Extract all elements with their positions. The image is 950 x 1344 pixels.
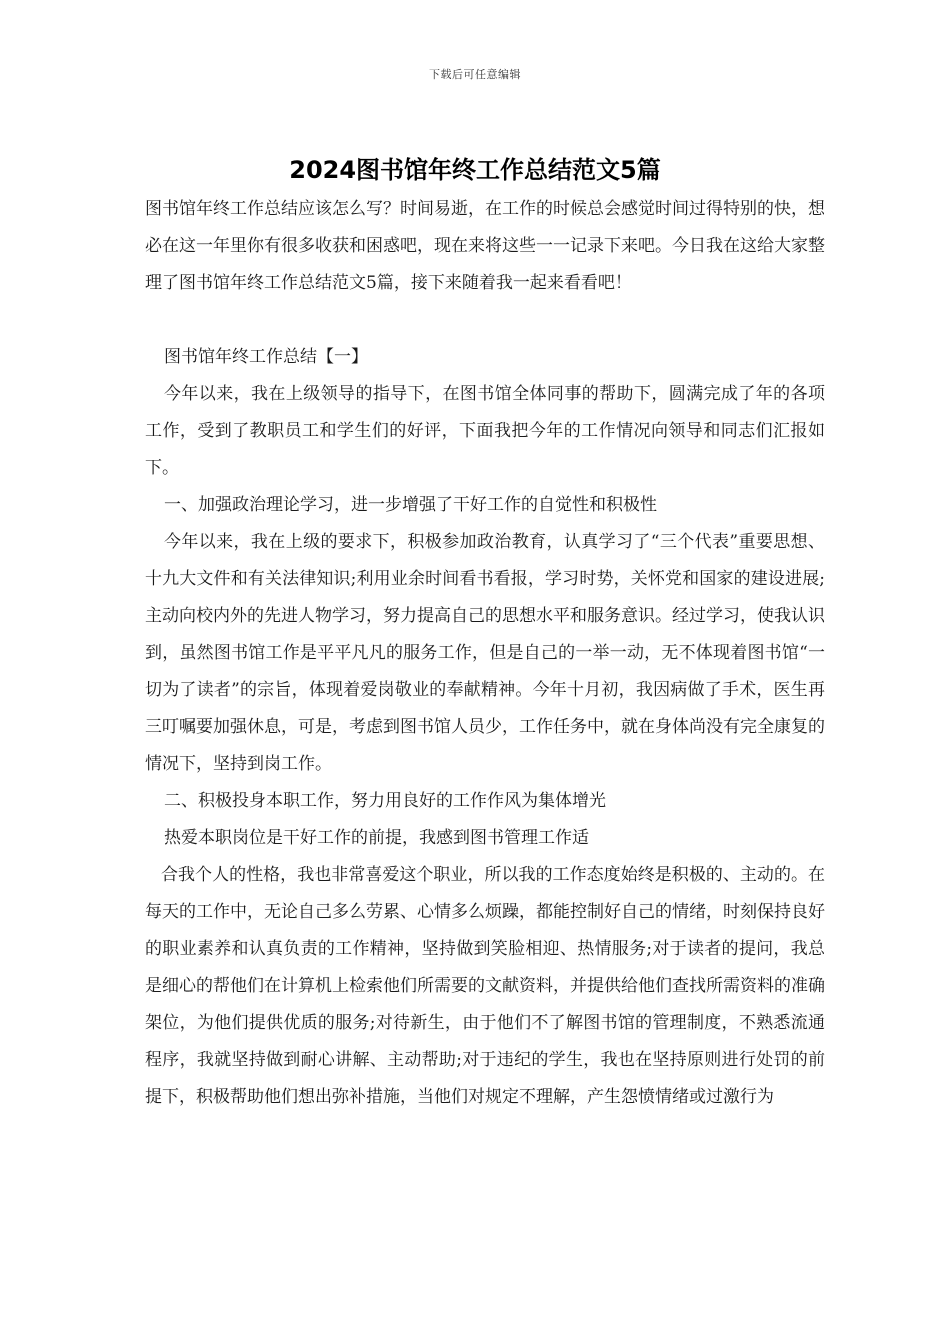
- document-body: [145, 191, 825, 1116]
- section-heading: 图书馆年终工作总结【一】: [164, 347, 368, 367]
- section-spacer: [145, 302, 825, 339]
- body-paragraph: 今年以来，我在上级的要求下，积极参加政治教育，认真学习了“三个代表”重要思想、十九大文件和有关法律知识;利用业余时间看书看报，学习时势，关怀党和国家的建设进展;主动向校内外的先进人物学习，努力提高自己的思想水平和服务意识。经过学习，使我认识到，虽然图书馆工作是平平凡凡的服务工作，但是自己的一举一动，无不体现着图书馆“一切为了读者”的宗旨，体现着爱岗敬业的奉献精神。今年十月初，我因病做了手术，医生再三叮嘱要加强休息，可是，考虑到图书馆人员少，工作任务中，就在身体尚没有完全康复的情况下，坚持到岗工作。: [145, 532, 825, 774]
- body-paragraph: 热爱本职岗位是干好工作的前提，我感到图书管理工作适: [164, 828, 589, 848]
- header-note: 下载后可任意编辑: [429, 68, 521, 81]
- subsection-heading: 一、加强政治理论学习，进一步增强了干好工作的自觉性和积极性: [164, 495, 657, 515]
- intro-paragraph: 图书馆年终工作总结应该怎么写？时间易逝，在工作的时候总会感觉时间过得特别的快，想必在这一年里你有很多收获和困惑吧，现在来将这些一一记录下来吧。今日我在这给大家整理了图书馆年终工作总结范文5篇，接下来随着我一起来看看吧！: [145, 199, 825, 293]
- subsection-heading: 二、积极投身本职工作，努力用良好的工作作风为集体增光: [164, 791, 606, 811]
- body-paragraph: 今年以来，我在上级领导的指导下，在图书馆全体同事的帮助下，圆满完成了年的各项工作，受到了教职员工和学生们的好评，下面我把今年的工作情况向领导和同志们汇报如下。: [145, 384, 825, 478]
- body-paragraph: 合我个人的性格，我也非常喜爱这个职业，所以我的工作态度始终是积极的、主动的。在每天的工作中，无论自己多么劳累、心情多么烦躁，都能控制好自己的情绪，时刻保持良好的职业素养和认真负责的工作精神，坚持做到笑脸相迎、热情服务;对于读者的提问，我总是细心的帮他们在计算机上检索他们所需要的文献资料，并提供给他们查找所需资料的准确架位，为他们提供优质的服务;对待新生，由于他们不了解图书馆的管理制度，不熟悉流通程序，我就坚持做到耐心讲解、主动帮助;对于违纪的学生，我也在坚持原则进行处罚的前提下，积极帮助他们想出弥补措施，当他们对规定不理解，产生怨愤情绪或过激行为: [145, 865, 825, 1107]
- document-title: 2024图书馆年终工作总结范文5篇: [289, 156, 661, 184]
